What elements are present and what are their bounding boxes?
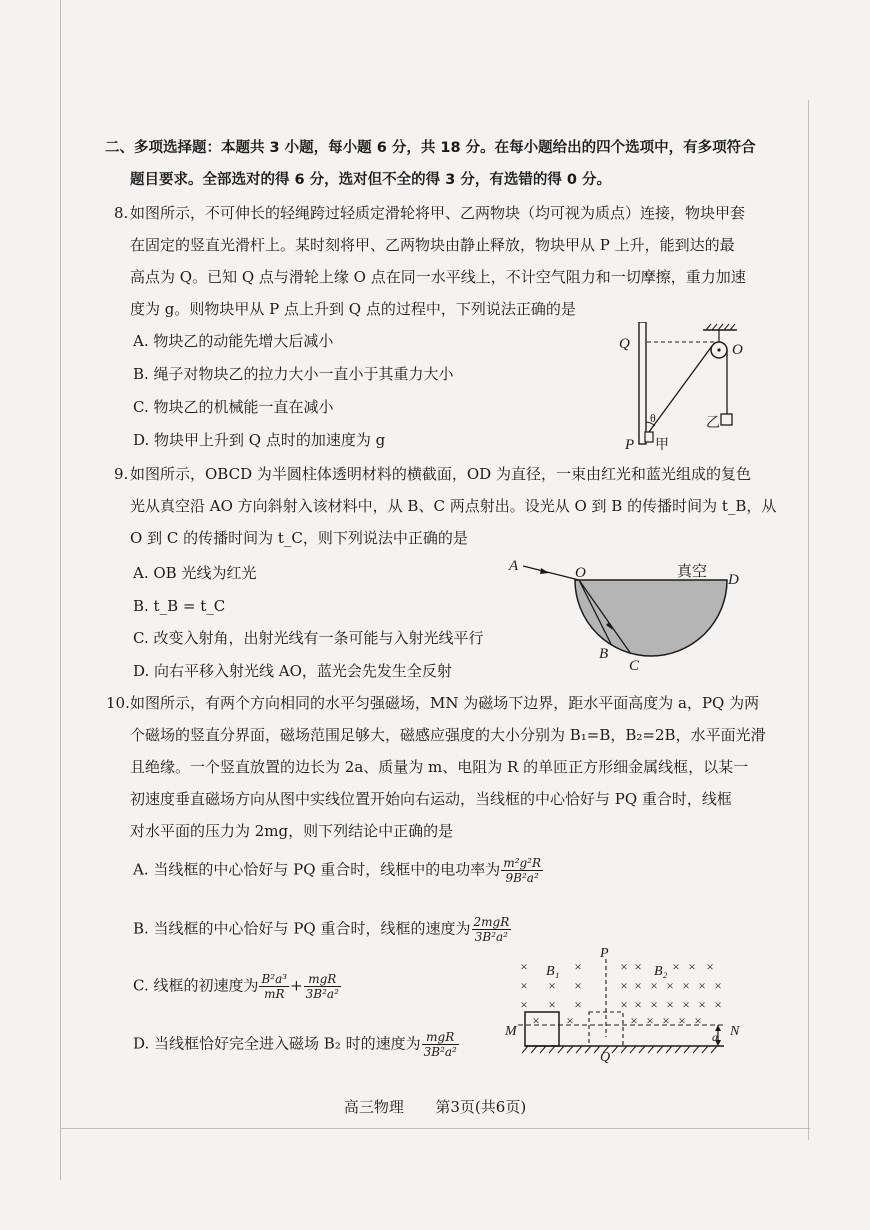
q10-stem-line5: 对水平面的压力为 2mg，则下列结论中正确的是: [130, 822, 454, 840]
incident-ray-ao: [523, 566, 579, 580]
field-cross-mark: ×: [574, 978, 582, 993]
q8-option-b: B. 绳子对物块乙的拉力大小一直小于其重力大小: [133, 365, 454, 383]
hatch-stroke: [567, 1046, 573, 1053]
label-yi: 乙: [706, 416, 720, 431]
field-cross-mark: ×: [520, 978, 528, 993]
q10-stem-line1: 如图所示，有两个方向相同的水平匀强磁场，MN 为磁场下边界，距水平面高度为 a，PQ 为两: [130, 694, 760, 712]
field-cross-mark: ×: [620, 997, 628, 1012]
q10-stem-line3: 且绝缘。一个竖直放置的边长为 2a、质量为 m、电阻为 R 的单匝正方形细金属线框，以某一: [130, 758, 749, 776]
hatch-stroke: [693, 1046, 699, 1053]
field-cross-mark: ×: [682, 997, 690, 1012]
hatch-stroke: [612, 1046, 618, 1053]
q10-option-d-fraction: $\frac{\text{mgR}}{\text{3B²a²}}$: [423, 1030, 457, 1059]
label-theta: θ: [650, 411, 656, 425]
field-cross-mark: ×: [678, 1013, 686, 1028]
q10-option-c-text: C. 线框的初速度为: [133, 976, 259, 995]
field-cross-mark: ×: [574, 997, 582, 1012]
label-b1: B₁: [546, 964, 560, 979]
right-scan-edge: [808, 100, 809, 1140]
field-cross-mark: ×: [650, 978, 658, 993]
label-c: C: [629, 658, 640, 674]
label-m: M: [505, 1024, 517, 1039]
field-cross-mark: ×: [662, 1013, 670, 1028]
q10-option-a-fraction: $\frac{\text{m²g²R}}{\text{9B²a²}}$: [503, 856, 542, 885]
q9-option-b: B. t_B = t_C: [133, 597, 226, 615]
bottom-rule: [60, 1128, 810, 1129]
q9-stem-line2: 光从真空沿 AO 方向斜射入该材料中，从 B、C 两点射出。设光从 O 到 B 的传播时间为 t_B，从: [130, 497, 777, 515]
label-a: A: [509, 558, 519, 574]
q10-stem-line4: 初速度垂直磁场方向从图中实线位置开始向右运动，当线框的中心恰好与 PQ 重合时，线框: [130, 790, 732, 808]
hatch-stroke: [702, 1046, 708, 1053]
q8-stem-line2: 在固定的竖直光滑杆上。某时刻将甲、乙两物块由静止释放，物块甲从 P 上升，能到达的最: [130, 236, 735, 254]
field-cross-mark: ×: [672, 959, 680, 974]
q10-option-c-fraction2: $\frac{\text{mgR}}{\text{3B²a²}}$: [305, 972, 339, 1001]
field-cross-mark: ×: [706, 959, 714, 974]
hatch-stroke: [522, 1046, 528, 1053]
footer-subject: 高三物理: [343, 1098, 404, 1116]
field-cross-mark: ×: [548, 978, 556, 993]
q9-number: 9.: [114, 465, 129, 483]
field-cross-mark: ×: [630, 1013, 638, 1028]
rope-to-jia: [646, 346, 712, 436]
hatch-stroke: [576, 1046, 582, 1053]
q10-option-c-fraction1: $\frac{\text{B²a³}}{mR}$: [261, 972, 288, 1001]
hatch-stroke: [630, 1046, 636, 1053]
field-cross-mark: ×: [646, 1013, 654, 1028]
q10-option-d-text: D. 当线框恰好完全进入磁场 B₂ 时的速度为: [133, 1034, 421, 1053]
q9-stem-line1: 如图所示，OBCD 为半圆柱体透明材料的横截面，OD 为直径，一束由红光和蓝光组成的复色: [130, 465, 751, 483]
block-jia: [645, 432, 653, 442]
hatch-stroke: [585, 1046, 591, 1053]
label-vacuum: 真空: [677, 564, 708, 580]
field-cross-mark: ×: [666, 978, 674, 993]
q10-option-c: C. 线框的初速度为 $\frac{\text{B²a³}}{mR}$ + $\frac{\text{mgR}}{\text{3B²a²}}$: [133, 972, 339, 1001]
q10-option-b-fraction: $\frac{\text{2mgR}}{\text{3B²a²}}$: [473, 915, 510, 944]
q10-stem-line2: 个磁场的竖直分界面，磁场范围足够大，磁感应强度的大小分别为 B₁=B，B₂=2B，水平面光滑: [130, 726, 766, 744]
label-q: Q: [600, 1050, 611, 1065]
q8-pulley-figure: [615, 322, 775, 452]
field-cross-mark: ×: [520, 959, 528, 974]
field-cross-mark: ×: [574, 959, 582, 974]
label-d: D: [728, 572, 739, 588]
block-yi: [721, 414, 732, 425]
q9-option-d: D. 向右平移入射光线 AO，蓝光会先发生全反射: [133, 662, 452, 680]
label-p: P: [600, 946, 609, 961]
hatch-stroke: [711, 1046, 717, 1053]
label-jia: 甲: [655, 438, 669, 452]
field-cross-mark: ×: [620, 959, 628, 974]
left-scan-edge: [60, 0, 61, 1180]
hatch-stroke: [666, 1046, 672, 1053]
label-o: O: [732, 342, 743, 358]
vertical-rod: [639, 322, 646, 444]
q8-option-a: A. 物块乙的动能先增大后减小: [133, 332, 334, 350]
section-header-line2: 题目要求。全部选对的得 6 分，选对但不全的得 3 分，有选错的得 0 分。: [130, 172, 612, 188]
label-q: Q: [619, 336, 630, 352]
hatch-stroke: [549, 1046, 555, 1053]
hatch-stroke: [558, 1046, 564, 1053]
hatch-stroke: [648, 1046, 654, 1053]
label-o: O: [575, 565, 586, 581]
frame-initial-position: [525, 1012, 559, 1046]
q10-magnetic-field-figure: [498, 945, 748, 1075]
field-cross-mark: ×: [698, 997, 706, 1012]
q8-stem-line4: 度为 g。则物块甲从 P 点上升到 Q 点的过程中，下列说法正确的是: [130, 300, 576, 318]
label-b: B: [599, 646, 609, 662]
field-cross-mark: ×: [532, 1013, 540, 1028]
q9-stem-line3: O 到 C 的传播时间为 t_C，则下列说法中正确的是: [130, 529, 468, 547]
q10-option-b-text: B. 当线框的中心恰好与 PQ 重合时，线框的速度为: [133, 919, 471, 938]
hatch-stroke: [621, 1046, 627, 1053]
q9-semicylinder-figure: [505, 558, 745, 678]
field-cross-mark: ×: [548, 997, 556, 1012]
q8-stem-line3: 高点为 Q。已知 Q 点与滑轮上缘 O 点在同一水平线上，不计空气阻力和一切摩擦，重力加速: [130, 268, 746, 286]
field-cross-mark: ×: [566, 1013, 574, 1028]
q8-option-d: D. 物块甲上升到 Q 点时的加速度为 g: [133, 431, 386, 449]
field-cross-mark: ×: [688, 959, 696, 974]
field-cross-mark: ×: [666, 997, 674, 1012]
q8-number: 8.: [114, 204, 129, 222]
q10-option-a-text: A. 当线框的中心恰好与 PQ 重合时，线框中的电功率为: [133, 860, 501, 879]
field-cross-mark: ×: [714, 978, 722, 993]
q8-stem-line1: 如图所示，不可伸长的轻绳跨过轻质定滑轮将甲、乙两物块（均可视为质点）连接，物块甲套: [130, 204, 746, 222]
field-cross-mark: ×: [650, 997, 658, 1012]
field-cross-mark: ×: [620, 978, 628, 993]
label-n: N: [730, 1024, 740, 1039]
q10-option-b: [133, 915, 512, 944]
field-cross-mark: ×: [634, 997, 642, 1012]
ground-hatching: [522, 1046, 717, 1053]
label-b2: B₂: [654, 964, 668, 979]
field-cross-mark: ×: [698, 978, 706, 993]
field-cross-mark: ×: [682, 978, 690, 993]
q9-option-a: A. OB 光线为红光: [133, 564, 257, 582]
hatch-stroke: [639, 1046, 645, 1053]
hatch-stroke: [531, 1046, 537, 1053]
page-footer: [0, 1096, 870, 1117]
label-p: P: [625, 437, 635, 452]
hatch-stroke: [684, 1046, 690, 1053]
footer-page-number: 第3页(共6页): [435, 1098, 527, 1116]
field-cross-mark: ×: [714, 997, 722, 1012]
q9-option-c: C. 改变入射角，出射光线有一条可能与入射光线平行: [133, 629, 484, 647]
field-cross-mark: ×: [520, 997, 528, 1012]
hatch-stroke: [657, 1046, 663, 1053]
section-header-line1: 二、多项选择题：本题共 3 小题，每小题 6 分，共 18 分。在每小题给出的四个选项中，有多项符合: [105, 140, 756, 156]
field-cross-mark: ×: [694, 1013, 702, 1028]
hatch-stroke: [540, 1046, 546, 1053]
q10-option-d: [133, 1030, 460, 1059]
q8-option-c: C. 物块乙的机械能一直在减小: [133, 398, 334, 416]
q10-number: 10.: [106, 694, 130, 712]
hatch-stroke: [675, 1046, 681, 1053]
label-a: a: [712, 1030, 718, 1044]
q10-option-a: [133, 856, 544, 885]
field-cross-mark: ×: [634, 959, 642, 974]
field-cross-mark: ×: [634, 978, 642, 993]
